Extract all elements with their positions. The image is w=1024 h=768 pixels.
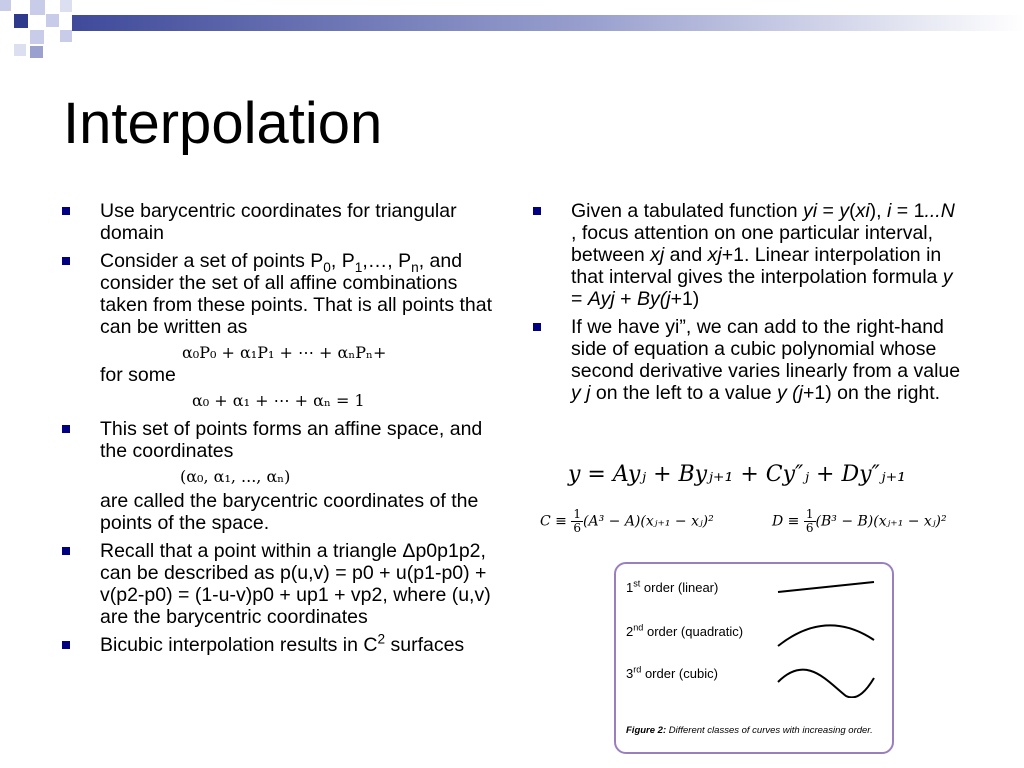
bullet-square-icon	[62, 547, 70, 555]
list-item	[62, 250, 502, 412]
bullet-square-icon	[533, 207, 541, 215]
quadratic-order-label: 2nd order (quadratic)	[626, 622, 744, 639]
quadratic-curve	[778, 625, 874, 646]
for-some-text: for some	[100, 364, 176, 386]
slide-title: Interpolation	[63, 91, 383, 156]
linear-curve	[778, 582, 874, 592]
list-item	[62, 200, 502, 244]
right-column	[533, 200, 963, 410]
list-item	[62, 540, 502, 628]
item-text: Consider a set of points $P_0$, $P_1,\dots$, $P_n$, and consider the set of all affine combinations taken from these points. That is all points that can be written as	[100, 250, 493, 338]
list-item	[62, 631, 502, 656]
list-item	[533, 316, 963, 404]
fraction: $\frac{1}{6}$	[573, 507, 581, 535]
cubic-curve	[778, 670, 874, 698]
coordinates-tuple-formula: (α₀, α₁, ..., αₙ)	[180, 467, 291, 486]
list-item	[533, 200, 963, 310]
item-text: Given a tabulated function yi = y(xi), i = 1...N , focus attention on one particular interval, between xj and xj+1. Linear interpolation in that interval gives the interpolation formula y = Ayj + By(j+1)	[571, 200, 955, 310]
affine-combination-formula: α₀P₀ + α₁P₁ + ⋯ + αₙPₙ+	[182, 343, 387, 362]
figure-caption: Figure 2: Different classes of curves with increasing order.	[626, 725, 873, 736]
linear-order-label: 1st order (linear)	[626, 578, 719, 595]
curve-order-figure	[614, 562, 894, 754]
item-text: If we have yi”, we can add to the right-hand side of equation a cubic polynomial whose second derivative varies linearly from a value y j on the left to a value y (j+1) on the right.	[571, 316, 961, 404]
list-item	[62, 418, 502, 534]
bullet-square-icon	[62, 641, 70, 649]
d-coefficient-equation: D ≡ $\frac{1}{6}$ (B³ − B)(xⱼ₊₁ − xⱼ)²	[772, 507, 947, 535]
fraction: $\frac{1}{6}$	[805, 507, 814, 535]
bullet-square-icon	[62, 257, 70, 265]
item-text: Bicubic interpolation results in $C^2$ surfaces	[100, 631, 465, 656]
item-text: Use barycentric coordinates for triangular domain	[100, 200, 457, 244]
corner-decoration	[0, 0, 1024, 60]
cubic-order-label: 3rd order (cubic)	[626, 664, 718, 681]
bullet-square-icon	[533, 323, 541, 331]
c-coefficient-equation: C ≡ $\frac{1}{6}$ (A³ − A)(xⱼ₊₁ − xⱼ)²	[540, 507, 714, 535]
cubic-spline-equation: y = Ayⱼ + Byⱼ₊₁ + Cy″ⱼ + Dy″ⱼ₊₁	[568, 462, 907, 487]
bullet-square-icon	[62, 207, 70, 215]
item-text: This set of points forms an affine space, and the coordinates	[100, 418, 483, 462]
barycentric-text: are called the barycentric coordinates of the points of the space.	[100, 490, 479, 534]
curve-illustrations	[776, 574, 880, 698]
weights-sum-formula: α₀ + α₁ + ⋯ + αₙ = 1	[192, 391, 365, 410]
item-text: Recall that a point within a triangle Δp0p1p2, can be described as p(u,v) = p0 + u(p1-p0) + v(p2-p0) = (1-u-v)p0 + up1 + vp2, where (u,v) are the barycentric coordinates	[100, 540, 491, 628]
bullet-square-icon	[62, 425, 70, 433]
left-column	[62, 200, 502, 662]
